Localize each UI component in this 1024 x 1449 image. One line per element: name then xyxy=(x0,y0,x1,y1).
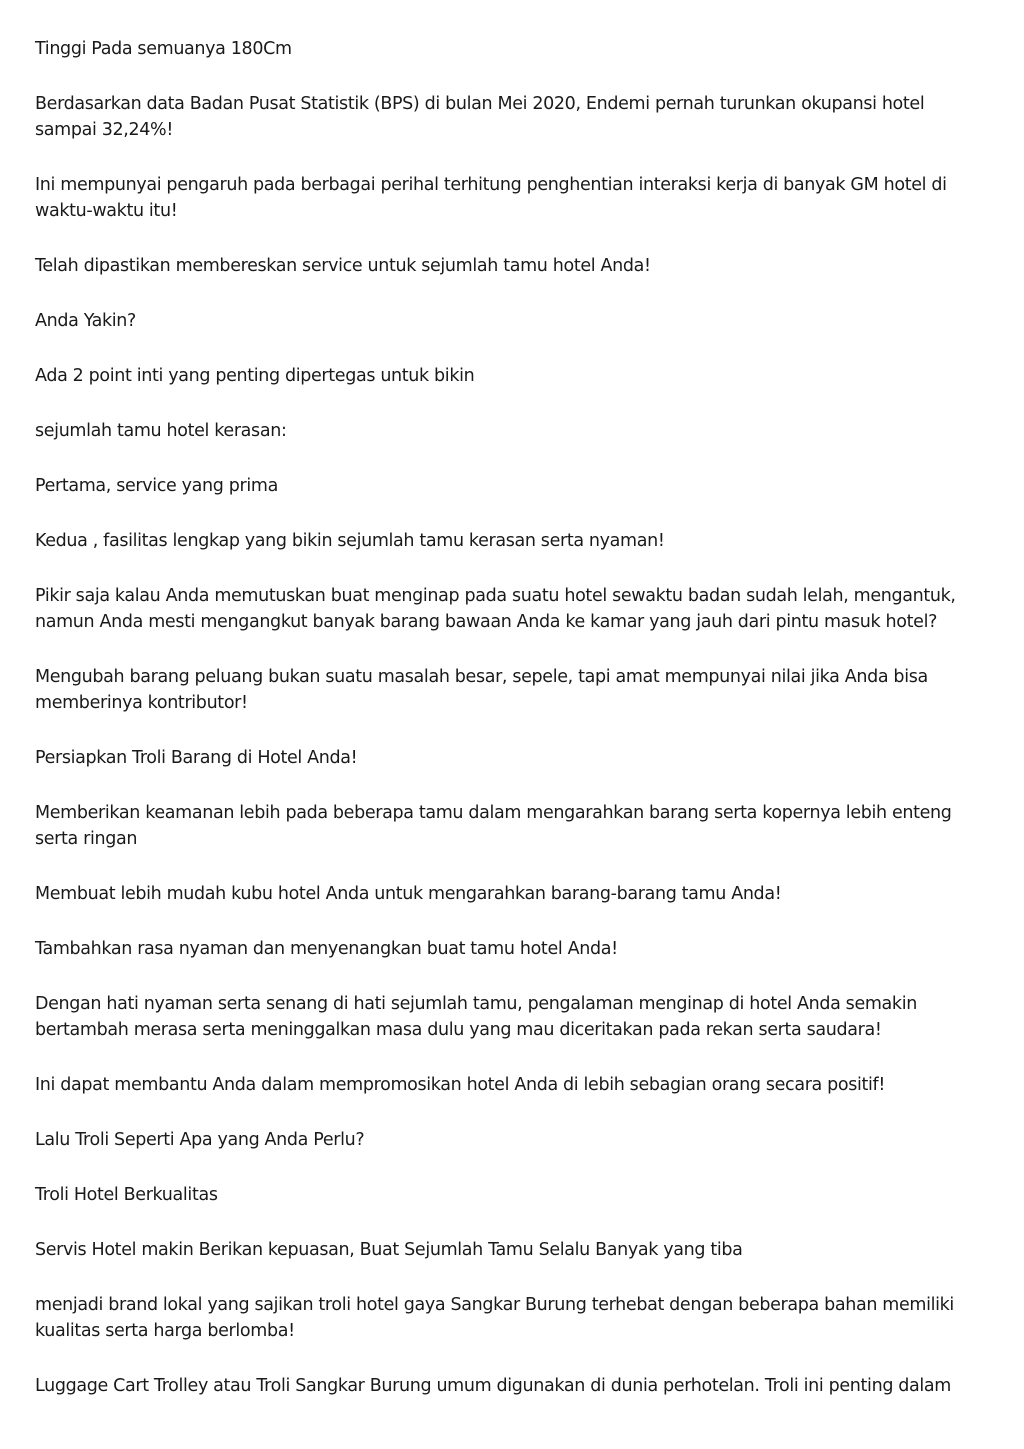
paragraph-height-info: Tinggi Pada semuanya 180Cm xyxy=(35,39,292,59)
paragraph-which-trolley: Lalu Troli Seperti Apa yang Anda Perlu? xyxy=(35,1130,365,1150)
paragraph-comfort: Tambahkan rasa nyaman dan menyenangkan buat tamu hotel Anda! xyxy=(35,939,618,959)
paragraph-first-point: Pertama, service yang prima xyxy=(35,476,278,496)
paragraph-question: Anda Yakin? xyxy=(35,311,136,331)
paragraph-impact: Ini mempunyai pengaruh pada berbagai perihal terhitung penghentian interaksi kerja di banyak GM hotel di waktu-waktu itu! xyxy=(35,175,947,221)
paragraph-experience: Dengan hati nyaman serta senang di hati sejumlah tamu, pengalaman menginap di hotel Anda semakin bertambah merasa serta meninggalkan masa dulu yang mau diceritakan pada rekan serta saudara! xyxy=(35,994,917,1040)
paragraph-luggage-cart: Luggage Cart Trolley atau Troli Sangkar Burung umum digunakan di dunia perhotelan. Troli ini penting dalam xyxy=(35,1376,952,1396)
paragraph-local-brand: menjadi brand lokal yang sajikan troli hotel gaya Sangkar Burung terhebat dengan beberapa bahan memiliki kualitas serta harga berlomba! xyxy=(35,1295,954,1341)
paragraph-imagine: Pikir saja kalau Anda memutuskan buat menginap pada suatu hotel sewaktu badan sudah lelah, mengantuk, namun Anda mesti mengangkut banyak barang bawaan Anda ke kamar yang jauh dari pintu masuk hotel? xyxy=(35,586,956,632)
paragraph-moving-goods: Mengubah barang peluang bukan suatu masalah besar, sepele, tapi amat mempunyai nilai jika Anda bisa memberinya kontributor! xyxy=(35,667,928,713)
paragraph-prepare-trolley: Persiapkan Troli Barang di Hotel Anda! xyxy=(35,748,358,768)
paragraph-security: Memberikan keamanan lebih pada beberapa tamu dalam mengarahkan barang serta kopernya lebih enteng serta ringan xyxy=(35,803,952,849)
document-page xyxy=(35,36,990,1428)
paragraph-second-point: Kedua , fasilitas lengkap yang bikin sejumlah tamu kerasan serta nyaman! xyxy=(35,531,665,551)
paragraph-quality-trolley: Troli Hotel Berkualitas xyxy=(35,1185,218,1205)
paragraph-two-points: Ada 2 point inti yang penting dipertegas untuk bikin xyxy=(35,366,475,386)
paragraph-service-check: Telah dipastikan membereskan service untuk sejumlah tamu hotel Anda! xyxy=(35,256,651,276)
paragraph-easier: Membuat lebih mudah kubu hotel Anda untuk mengarahkan barang-barang tamu Anda! xyxy=(35,884,782,904)
paragraph-bps-data: Berdasarkan data Badan Pusat Statistik (BPS) di bulan Mei 2020, Endemi pernah turunkan okupansi hotel sampai 32,24%! xyxy=(35,94,925,140)
paragraph-guests-comfort: sejumlah tamu hotel kerasan: xyxy=(35,421,287,441)
paragraph-promotion: Ini dapat membantu Anda dalam mempromosikan hotel Anda di lebih sebagian orang secara positif! xyxy=(35,1075,886,1095)
paragraph-service-satisfaction: Servis Hotel makin Berikan kepuasan, Buat Sejumlah Tamu Selalu Banyak yang tiba xyxy=(35,1240,743,1260)
